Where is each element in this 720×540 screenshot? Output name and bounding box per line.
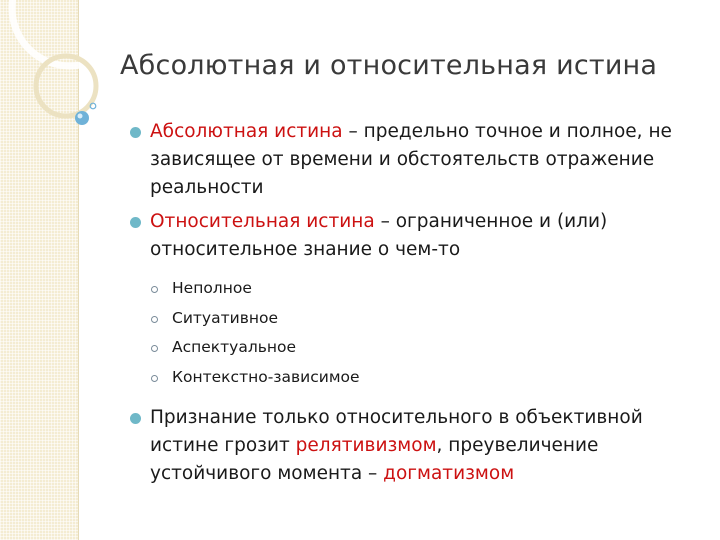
sub-bullet-label: Аспектуальное <box>172 338 297 356</box>
bullet-dot-icon <box>130 413 141 424</box>
slide-content <box>130 118 700 494</box>
sub-bullet-item <box>150 333 700 363</box>
sub-bullet-list <box>150 274 700 392</box>
bullet-relative-truth <box>130 208 700 264</box>
sub-bullet-label: Ситуативное <box>172 308 278 327</box>
circle-bullet-icon <box>151 345 158 352</box>
circle-bullet-icon <box>151 286 158 293</box>
term-dogmatism: догматизмом <box>383 463 515 484</box>
blue-bubble-icon <box>75 111 89 125</box>
sub-bullet-item <box>150 274 700 304</box>
bullet-dot-icon <box>130 217 141 228</box>
sub-bullet-item <box>150 363 700 393</box>
slide-title: Абсолютная и относительная истина <box>120 50 658 81</box>
last-bullet-text-part1: Признание только относительного в объективной истине грозит <box>150 407 643 456</box>
sub-bullet-item <box>150 304 700 334</box>
term-relativism: релятивизмом <box>295 435 437 456</box>
bullet-relativism-dogmatism <box>130 404 700 488</box>
sub-bullet-label: Контекстно-зависимое <box>172 367 360 386</box>
sub-bullet-label: Неполное <box>172 279 252 297</box>
term-relative-truth: Относительная истина <box>150 211 375 232</box>
circle-bullet-icon <box>151 375 158 382</box>
decorative-circles <box>0 0 130 200</box>
bullet-dot-icon <box>130 127 141 138</box>
definition-absolute-truth: – предельно точное и полное, не зависящее от времени и обстоятельств отражение реальности <box>150 121 672 198</box>
last-bullet-text-part2: , преувеличение устойчивого момента – <box>150 435 599 484</box>
circle-bullet-icon <box>151 316 158 323</box>
bullet-absolute-truth <box>130 118 700 202</box>
definition-relative-truth: – ограниченное и (или) относительное знание о чем-то <box>150 211 608 260</box>
term-absolute-truth: Абсолютная истина <box>150 121 343 142</box>
